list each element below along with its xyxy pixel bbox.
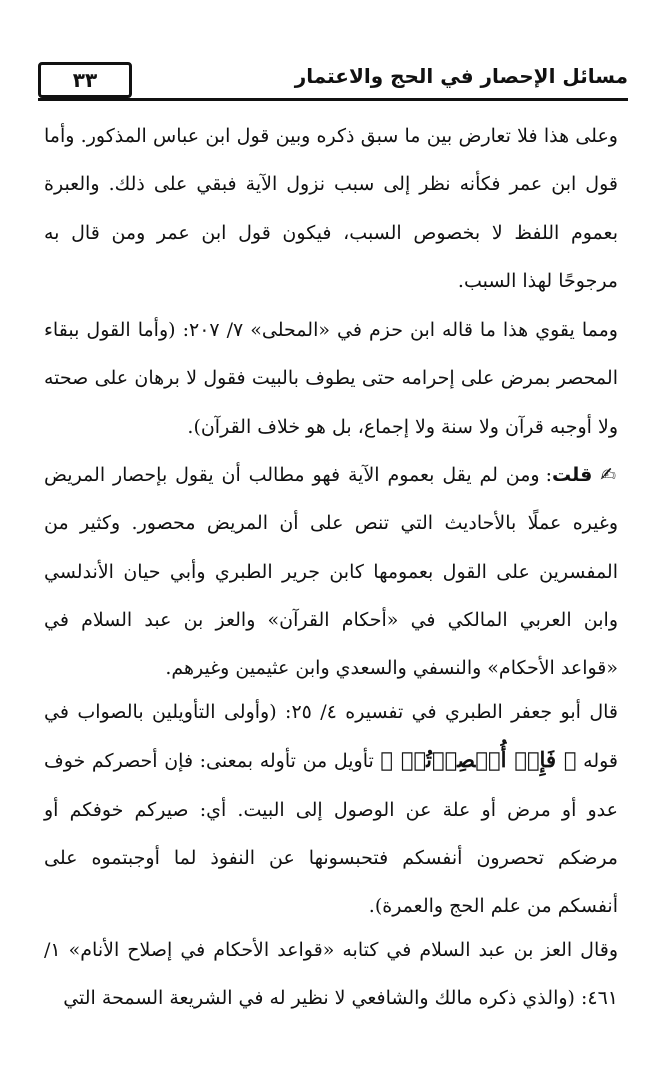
paragraph-4 (44, 688, 618, 930)
paragraph-4-text-after: تأويل من تأوله بمعنى: فإن أحصركم خوف عدو أو مرض أو علة عن الوصول إلى البيت. أي: صيركم خوفكم أو مرضكم تحصرون أنفسكم فتحبسونها عن النفوذ لما أوجبتموه على أنفسكم من علم الحج والعمرة). (44, 750, 618, 918)
paragraph-5 (44, 926, 618, 1023)
paragraph-4-text-before: قال أبو جعفر الطبري في تفسيره ٤/ ٢٥: (وأولى التأويلين بالصواب في قوله (44, 701, 619, 773)
paragraph-3-text: : ومن لم يقل بعموم الآية فهو مطالب أن يقول بإحصار المريض وغيره عملًا بالأحاديث التي تنص على أن المريض محصور. وكثير من المفسرين على القول بعمومها كابن جرير الطبري وأبي حيان الأندلسي وابن العربي المالكي في «أحكام القرآن» والعز بن عبد السلام في «قواعد الأحكام» والنسفي والسعدي وابن عثيمين وغيرهم. (44, 464, 618, 680)
paragraph-2 (44, 306, 618, 451)
quran-quote: ﴿ فَإِنۡ أُحۡصِرۡتُمۡ ﴾ (380, 747, 577, 773)
header-rule (38, 98, 628, 101)
page-number-box (38, 62, 132, 98)
page-number: ٣٣ (72, 68, 98, 92)
paragraph-3 (44, 451, 618, 692)
paragraph-1-text: وعلى هذا فلا تعارض بين ما سبق ذكره وبين قول ابن عباس المذكور. وأما قول ابن عمر فكأنه نظر إلى سبب نزول الآية فبقي على ذلك. والعبرة بعموم اللفظ لا بخصوص السبب، فيكون قول ابن عمر ومن قال به مرجوحًا لهذا السبب. (44, 125, 618, 292)
paragraph-1 (44, 112, 618, 305)
running-title: مسائل الإحصار في الحج والاعتمار (294, 64, 628, 88)
qult-label: قلت (552, 464, 593, 486)
paragraph-2-text: ومما يقوي هذا ما قاله ابن حزم في «المحلى» ٧/ ٢٠٧: (وأما القول ببقاء المحصر بمرض على إحرامه حتى يطوف بالبيت فقول لا برهان على صحته ولا أوجبه قرآن ولا سنة ولا إجماع، بل هو خلاف القرآن). (44, 319, 618, 438)
pen-icon: ✍ (600, 464, 618, 486)
page-header (38, 62, 628, 102)
paragraph-5-text: وقال العز بن عبد السلام في كتابه «قواعد الأحكام في إصلاح الأنام» ١/ ٤٦١: (والذي ذكره مالك والشافعي لا نظير له في الشريعة السمحة التي (44, 939, 618, 1010)
